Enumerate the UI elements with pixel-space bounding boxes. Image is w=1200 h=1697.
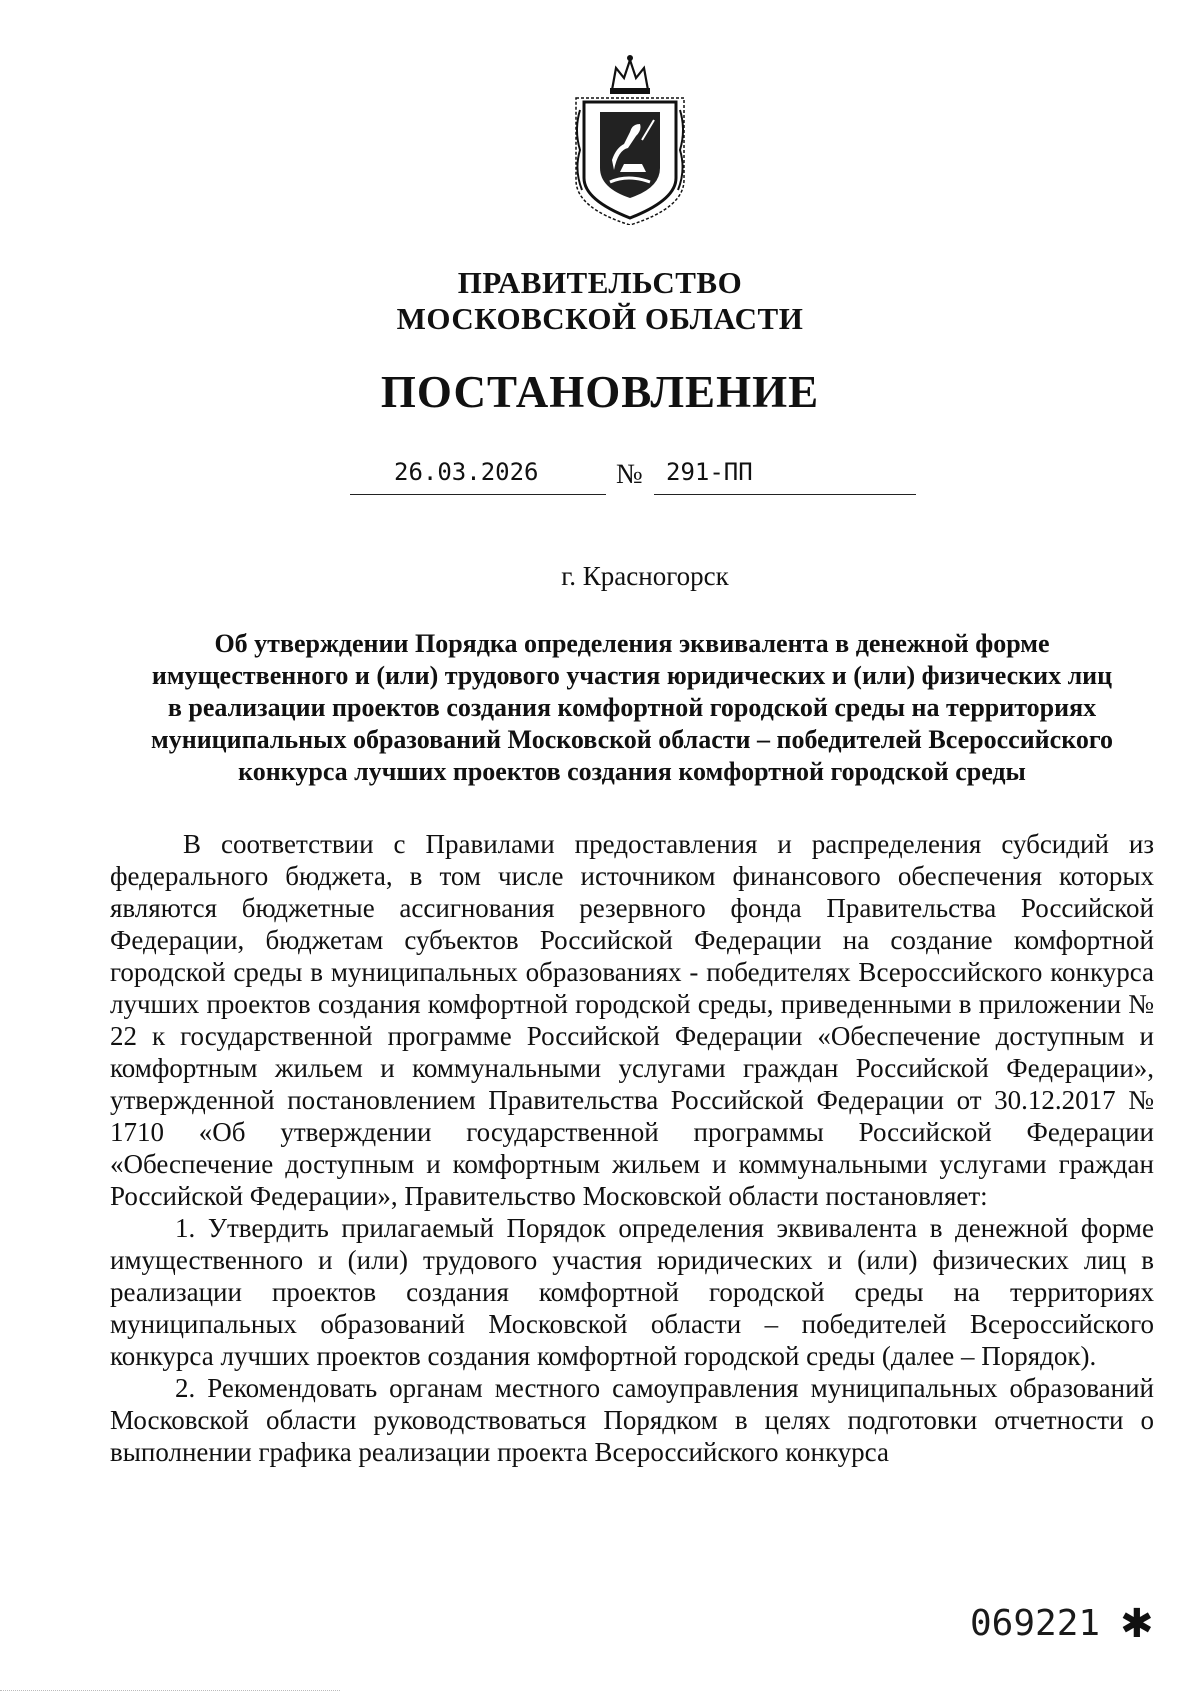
scan-edge-rule	[0, 1690, 340, 1691]
title-line: в реализации проектов создания комфортной городской среды на территориях	[167, 693, 1097, 722]
item-2-paragraph: 2. Рекомендовать органам местного самоуправления муниципальных образований Московской области руководствоваться Порядком в целях подготовки отчетности о выполнении графика реализации проекта Всероссийского конкурса	[110, 1373, 1154, 1467]
title-line: конкурса лучших проектов создания комфортной городской среды	[238, 757, 1026, 786]
preamble-paragraph: В соответствии с Правилами предоставления и распределения субсидий из федерального бюджета, в том числе источником финансового обеспечения которых являются бюджетные ассигнования резервного фонда Правительства Российской Федерации, бюджетам субъектов Российской Федерации на создание комфортной городской среды в муниципальных образованиях - победителях Всероссийского конкурса лучших проектов создания комфортной городской среды, приведенными в приложении № 22 к государственной программе Российской Федерации «Обеспечение доступным и комфортным жильем и коммунальными услугами граждан Российской Федерации», утвержденной постановлением Правительства Российской Федерации от 30.12.2017 № 1710 «Об утверждении государственной программы Российской Федерации «Обеспечение доступным и комфортным жильем и коммунальными услугами граждан Российской Федерации», Правительство Московской области постановляет:	[110, 829, 1154, 1211]
document-number: 291-ПП	[666, 458, 753, 486]
city: г. Красногорск	[561, 561, 729, 591]
title-line: Об утверждении Порядка определения эквивалента в денежной форме	[214, 629, 1050, 658]
asterisk-mark-icon: ✱	[1120, 1601, 1154, 1647]
registration-row	[0, 458, 1200, 498]
coat-of-arms-icon	[570, 50, 690, 225]
item-1-paragraph: 1. Утвердить прилагаемый Порядок определения эквивалента в денежной форме имущественного и (или) трудового участия юридических и (или) физических лиц в реализации проектов создания комфортной городской среды на территориях муниципальных образований Московской области – победителей Всероссийского конкурса лучших проектов создания комфортной городской среды (далее – Порядок).	[110, 1213, 1154, 1371]
document-date: 26.03.2026	[394, 458, 539, 486]
number-sign: №	[616, 459, 643, 490]
organization-name-line-1: ПРАВИТЕЛЬСТВО	[457, 265, 743, 300]
document-title	[110, 628, 1154, 788]
title-line: муниципальных образований Московской области – победителей Всероссийского	[151, 725, 1113, 754]
number-underline	[654, 494, 916, 495]
document-type: ПОСТАНОВЛЕНИЕ	[380, 367, 820, 417]
title-line: имущественного и (или) трудового участия юридических и (или) физических лиц	[151, 661, 1113, 690]
document-body	[110, 828, 1154, 1468]
serial-number: 069221	[970, 1603, 1101, 1644]
date-underline	[350, 494, 606, 495]
organization-name-line-2: МОСКОВСКОЙ ОБЛАСТИ	[396, 301, 804, 336]
